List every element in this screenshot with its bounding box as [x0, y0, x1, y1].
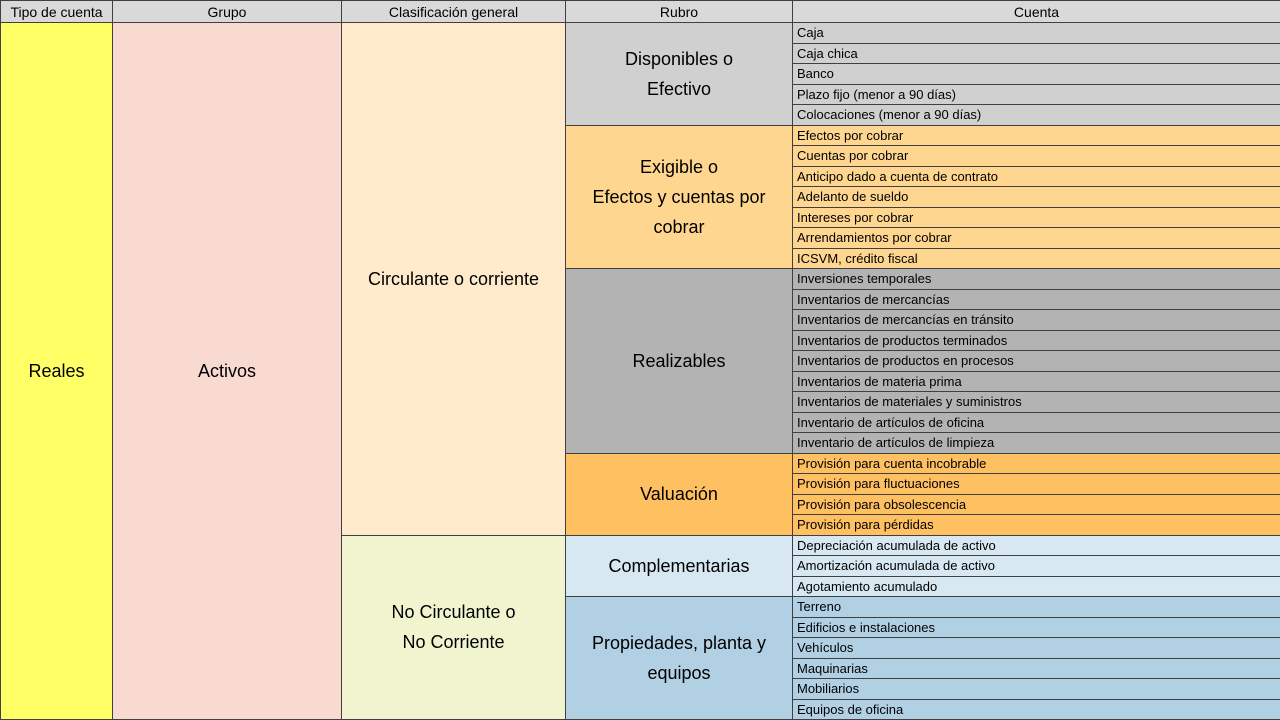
cuenta-cell: Adelanto de sueldo	[793, 187, 1280, 208]
header-rubro: Rubro	[566, 1, 793, 23]
header-cuenta: Cuenta	[793, 1, 1280, 23]
grupo-cell: Activos	[113, 23, 342, 720]
cuenta-cell: Vehículos	[793, 638, 1280, 659]
cuenta-cell: Equipos de oficina	[793, 699, 1280, 720]
rubro-valuacion-line: Valuación	[640, 484, 718, 504]
cuenta-cell: Depreciación acumulada de activo	[793, 535, 1280, 556]
table-body	[1, 23, 1280, 720]
cuenta-cell: Inventarios de materiales y suministros	[793, 392, 1280, 413]
rubro-exigible-line: Exigible o	[639, 156, 719, 177]
cuenta-cell: Inventarios de materia prima	[793, 371, 1280, 392]
tipo-cell: Reales	[1, 23, 113, 720]
cuenta-cell: Inventarios de mercancías	[793, 289, 1280, 310]
cuenta-cell: Agotamiento acumulado	[793, 576, 1280, 597]
rubro-disponibles-cell	[566, 23, 793, 126]
cuenta-cell: Maquinarias	[793, 658, 1280, 679]
rubro-propiedades-line: Propiedades, planta y	[591, 633, 767, 653]
header-tipo: Tipo de cuenta	[1, 1, 113, 23]
cuenta-cell: Inventarios de productos terminados	[793, 330, 1280, 351]
cuenta-cell: Anticipo dado a cuenta de contrato	[793, 166, 1280, 187]
rubro-complementarias-line: Complementarias	[608, 555, 750, 576]
rubro-disponibles-line: Efectivo	[646, 78, 712, 99]
cuenta-cell: ICSVM, crédito fiscal	[793, 248, 1280, 269]
clasificacion-circulante-cell: Circulante o corriente	[342, 23, 566, 536]
cuenta-cell: Banco	[793, 64, 1280, 85]
table-row	[1, 23, 1280, 44]
rubro-complementarias-cell	[566, 535, 793, 597]
no-circulante-line: No Corriente	[402, 632, 505, 653]
cuenta-cell: Efectos por cobrar	[793, 125, 1280, 146]
cuenta-cell: Provisión para pérdidas	[793, 515, 1280, 536]
cuenta-cell: Inversiones temporales	[793, 269, 1280, 290]
rubro-disponibles-line: Disponibles o	[624, 48, 734, 69]
cuenta-cell: Arrendamientos por cobrar	[793, 228, 1280, 249]
cuenta-cell: Inventario de artículos de limpieza	[793, 433, 1280, 454]
rubro-exigible-line: cobrar	[653, 216, 705, 237]
rubro-exigible-cell	[566, 125, 793, 269]
header-grupo: Grupo	[113, 1, 342, 23]
cuenta-cell: Inventarios de mercancías en tránsito	[793, 310, 1280, 331]
cuenta-cell: Caja	[793, 23, 1280, 44]
clasificacion-no-circulante-cell	[342, 535, 566, 720]
rubro-propiedades-line: equipos	[647, 663, 711, 683]
cuenta-cell: Mobiliarios	[793, 679, 1280, 700]
rubro-exigible-line: Efectos y cuentas por	[592, 186, 766, 207]
cuenta-cell: Intereses por cobrar	[793, 207, 1280, 228]
cuenta-cell: Colocaciones (menor a 90 días)	[793, 105, 1280, 126]
cuenta-cell: Amortización acumulada de activo	[793, 556, 1280, 577]
rubro-propiedades-cell	[566, 597, 793, 720]
cuenta-cell: Plazo fijo (menor a 90 días)	[793, 84, 1280, 105]
cuenta-cell: Caja chica	[793, 43, 1280, 64]
rubro-realizables-cell	[566, 269, 793, 454]
no-circulante-line: No Circulante o	[391, 602, 516, 623]
header-clasificacion: Clasificación general	[342, 1, 566, 23]
cuenta-cell: Provisión para cuenta incobrable	[793, 453, 1280, 474]
rubro-valuacion-cell	[566, 453, 793, 535]
rubro-realizables-line: Realizables	[632, 350, 726, 371]
cuenta-cell: Inventarios de productos en procesos	[793, 351, 1280, 372]
cuenta-cell: Terreno	[793, 597, 1280, 618]
cuenta-cell: Provisión para fluctuaciones	[793, 474, 1280, 495]
header-row	[1, 1, 1280, 23]
cuenta-cell: Edificios e instalaciones	[793, 617, 1280, 638]
cuenta-cell: Inventario de artículos de oficina	[793, 412, 1280, 433]
cuenta-cell: Provisión para obsolescencia	[793, 494, 1280, 515]
cuenta-cell: Cuentas por cobrar	[793, 146, 1280, 167]
